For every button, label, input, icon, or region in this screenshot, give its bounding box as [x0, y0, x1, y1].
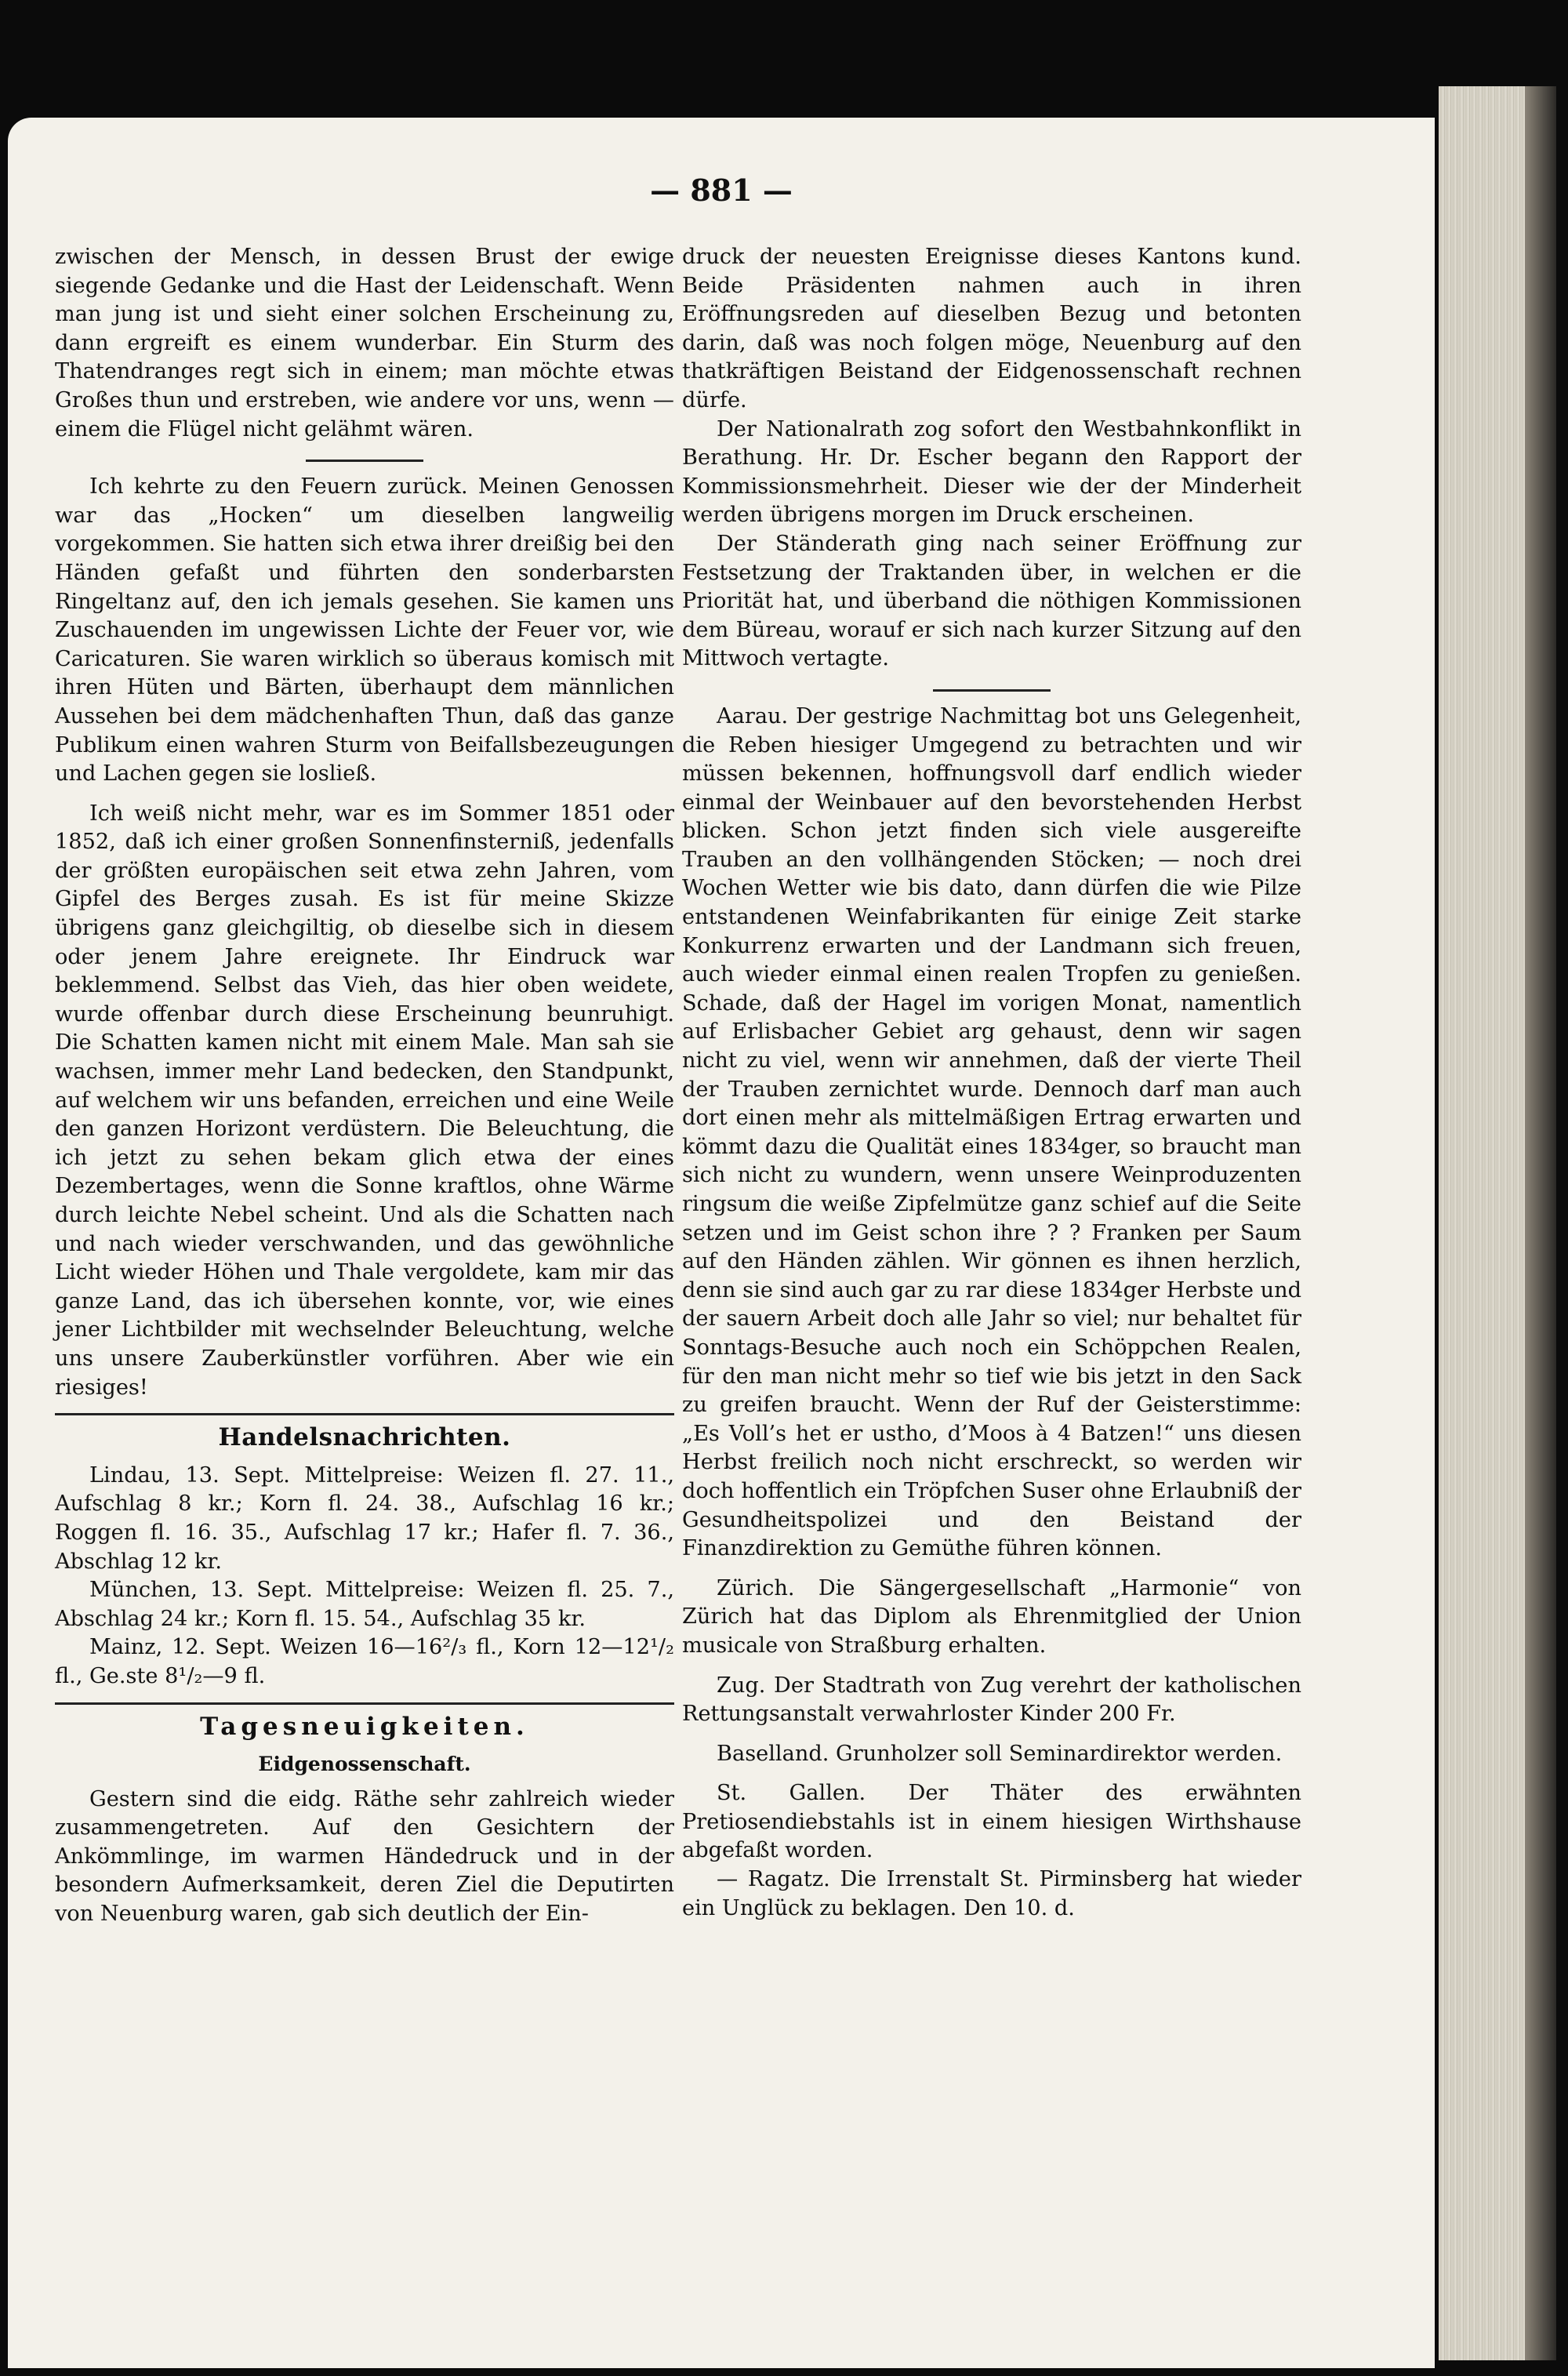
heading-trade-news: Handelsnachrichten. [218, 1423, 511, 1452]
section-rule [55, 1702, 674, 1705]
paragraph-nationalrat: Der Nationalrath zog sofort den Westbahnkonflikt in Berathung. Hr. Dr. Escher begann den Rapport der Kommissionsmehrheit. Dieser wie der der Minderheit werden übrigens morgen im Druck erscheinen. [682, 416, 1301, 528]
paragraph-zuerich: Zürich. Die Sängergesellschaft „Harmonie“ von Zürich hat das Diplom als Ehrenmitglied der Union musicale von Straßburg erhalten. [682, 1575, 1301, 1658]
left-column [55, 243, 674, 1929]
trade-muenchen: München, 13. Sept. Mittelpreise: Weizen fl. 25. 7., Abschlag 24 kr.; Korn fl. 15. 54., Aufschlag 35 kr. [55, 1578, 674, 1631]
subheading-confederation: Eidgenossenschaft. [258, 1753, 471, 1776]
page-number: — 881 — [650, 173, 793, 208]
book-edge [1439, 86, 1556, 2360]
paragraph-stgallen: St. Gallen. Der Thäter des erwähnten Pretiosendiebstahls ist in einem hiesigen Wirthshause abgefaßt worden. [682, 1781, 1301, 1863]
paragraph-dance: Ich kehrte zu den Feuern zurück. Meinen Genossen war das „Hocken“ um dieselben langweilig vorgekommen. Sie hatten sich etwa ihrer dreißig bei den Händen gefaßt und führten den sonderbarsten Ringeltanz auf, den ich jemals gesehen. Sie kamen uns Zuschauenden im ungewissen Lichte der Feuer vor, wie Caricaturen. Sie waren wirklich so überaus komisch mit ihren Hüten und Bärten, überhaupt dem männlichen Aussehen bei dem mädchenhaften Thun, daß das ganze Publikum einen wahren Sturm von Beifallsbezeugungen und Lachen gegen sie losließ. [55, 474, 674, 787]
section-divider [933, 689, 1051, 692]
section-rule [55, 1413, 674, 1415]
paragraph-zug: Zug. Der Stadtrath von Zug verehrt der katholischen Rettungsanstalt verwahrloster Kinder 200 Fr. [682, 1673, 1301, 1727]
paragraph-councils: Gestern sind die eidg. Räthe sehr zahlreich wieder zusammengetreten. Auf den Gesichtern der Ankömmlinge, im warmen Händedruck und in der besondern Aufmerksamkeit, deren Ziel die Deputirten von Neuenburg waren, gab sich deutlich der Ein- [55, 1786, 674, 1927]
paragraph-staenderat: Der Ständerath ging nach seiner Eröffnung zur Festsetzung der Traktanden über, in welchen er die Priorität hat, und überband die nöthigen Kommissionen dem Büreau, worauf er sich nach kurzer Sitzung auf den Mittwoch vertagte. [682, 531, 1301, 671]
heading-daily-news: Tagesneuigkeiten. [200, 1712, 529, 1741]
paragraph-baselland: Baselland. Grunholzer soll Seminardirektor werden. [717, 1741, 1283, 1766]
trade-mainz: Mainz, 12. Sept. Weizen 16—16²/₃ fl., Korn 12—12¹/₂ fl., Ge.ste 8¹/₂—9 fl. [55, 1635, 674, 1688]
paragraph-ragatz: — Ragatz. Die Irrenstalt St. Pirminsberg hat wieder ein Unglück zu beklagen. Den 10. d. [682, 1867, 1301, 1920]
section-divider [306, 460, 423, 462]
right-column [682, 243, 1301, 1923]
trade-lindau: Lindau, 13. Sept. Mittelpreise: Weizen fl. 27. 11., Aufschlag 8 kr.; Korn fl. 24. 38., Aufschlag 16 kr.; Roggen fl. 16. 35., Aufschlag 17 kr.; Hafer fl. 7. 36., Abschlag 12 kr. [55, 1462, 674, 1574]
paragraph-neuenburg: druck der neuesten Ereignisse dieses Kantons kund. Beide Präsidenten nahmen auch in ihren Eröffnungsreden auf dieselben Bezug und betonten darin, daß was noch folgen möge, Neuenburg auf den thatkräftigen Beistand der Eidgenossenschaft rechnen dürfe. [682, 245, 1301, 412]
paragraph-aarau: Aarau. Der gestrige Nachmittag bot uns Gelegenheit, die Reben hiesiger Umgegend zu betrachten und wir müssen bekennen, hoffnungsvoll darf endlich wieder einmal der Weinbauer auf den bevorstehenden Herbst blicken. Schon jetzt finden sich viele ausgereifte Trauben an den vollhängenden Stöcken; — noch drei Wochen Wetter wie bis dato, dann dürfen die wie Pilze entstandenen Weinfabrikanten für einige Zeit starke Konkurrenz erwarten und der Landmann sich freuen, auch wieder einmal einen realen Tropfen zu genießen. Schade, daß der Hagel im vorigen Monat, namentlich auf Erlisbacher Gebiet arg gehaust, denn wir sagen nicht zu viel, wenn wir annehmen, daß der vierte Theil der Trauben zernichtet wurde. Dennoch darf man auch dort einen mehr als mittelmäßigen Ertrag erwarten und kömmt dazu die Qualität eines 1834ger, so braucht man sich nicht zu wundern, wenn unsere Weinproduzenten ringsum die weiße Zipfelmütze ganz schief auf die Seite setzen und im Geist schon ihre ? ? Franken per Saum auf den Händen zählen. Wir gönnen es ihnen herzlich, denn sie sind auch gar zu rar diese 1834ger Herbste und der sauern Arbeit doch alle Jahr so viel; nur behaltet für Sonntags-Besuche auch noch ein Schöppchen Realen, für den man nicht mehr so tief wie bis jetzt in den Sack zu greifen braucht. Wenn der Ruf der Geisterstimme: „Es Voll’s het er ustho, d’Moos à 4 Batzen!“ uns diesen Herbst freilich noch nicht erschreckt, so werden wir doch hoffentlich ein Tröpfchen Suser ohne Erlaubniß der Gesundheitspolizei und den Beistand der Finanzdirektion zu Gemüthe führen können. [682, 703, 1301, 1561]
paragraph-youth: zwischen der Mensch, in dessen Brust der ewige siegende Gedanke und die Hast der Leidenschaft. Wenn man jung ist und sieht einer solchen Erscheinung zu, dann ergreift es einem wunderbar. Ein Sturm des Thatendranges regt sich in einem; man möchte etwas Großes thun und erstreben, wie andere vor uns, wenn — einem die Flügel nicht gelähmt wären. [55, 245, 674, 441]
paragraph-eclipse: Ich weiß nicht mehr, war es im Sommer 1851 oder 1852, daß ich einer großen Sonnenfinsterniß, jedenfalls der größten europäischen seit etwa zehn Jahren, vom Gipfel des Berges zusah. Es ist für meine Skizze übrigens ganz gleichgiltig, ob dieselbe sich in diesem oder jenem Jahre ereignete. Ihr Eindruck war beklemmend. Selbst das Vieh, das hier oben weidete, wurde offenbar durch diese Erscheinung beunruhigt. Die Schatten kamen nicht mit einem Male. Man sah sie wachsen, immer mehr Land bedecken, den Standpunkt, auf welchem wir uns befanden, erreichen und eine Weile den ganzen Horizont verdüstern. Die Beleuchtung, die ich jetzt zu sehen bekam glich etwa der eines Dezembertages, wenn die Sonne kraftlos, ohne Wärme durch leichte Nebel scheint. Und als die Schatten nach und nach wieder verschwanden, und das gewöhnliche Licht wieder Höhen und Thale vergoldete, kam mir das ganze Land, das ich übersehen konnte, vor, wie eines jener Lichtbilder mit wechselnder Beleuchtung, welche uns unsere Zauberkünstler vorführen. Aber wie ein riesiges! [55, 801, 674, 1400]
newspaper-page [8, 118, 1435, 2368]
